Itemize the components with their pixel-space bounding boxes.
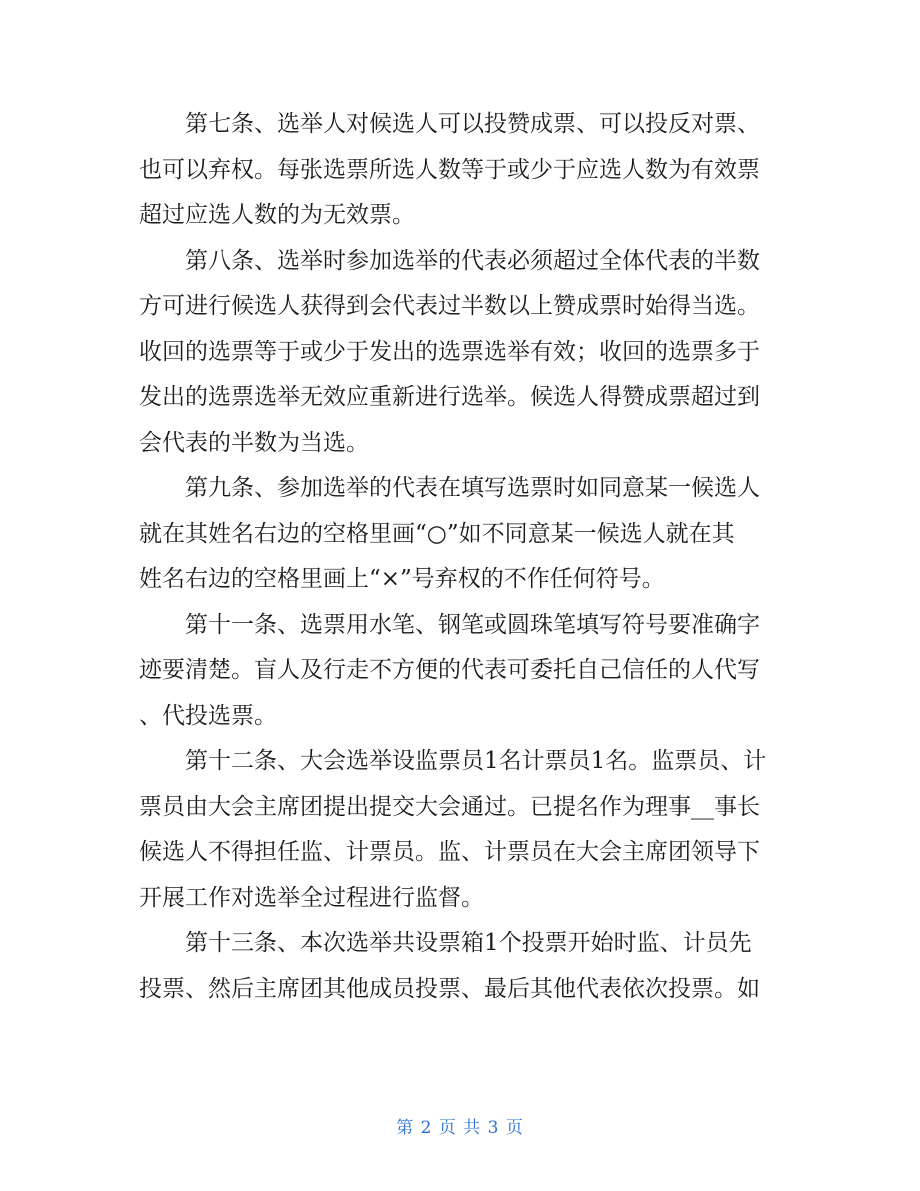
text-line: 第八条、选举时参加选举的代表必须超过全体代表的半数: [185, 247, 760, 274]
text-line: 方可进行候选人获得到会代表过半数以上赞成票时始得当选。: [139, 293, 760, 319]
page-number-footer: 第 2 页 共 3 页: [396, 1118, 524, 1138]
text-line: 也可以弃权。每张选票所选人数等于或少于应选人数为有效票: [139, 156, 760, 183]
text-line: 第九条、参加选举的代表在填写选票时如同意某一候选人: [185, 475, 760, 501]
document-body: [139, 102, 787, 1012]
text-line: 第十一条、选票用水笔、钢笔或圆珠笔填写符号要准确字: [185, 611, 760, 638]
text-line: 超过应选人数的为无效票。: [139, 202, 415, 228]
text-line: 票员由大会主席团提出提交大会通过。已提名作为理事__事长: [139, 793, 760, 820]
text-line: 候选人不得担任监、计票员。监、计票员在大会主席团领导下: [139, 839, 760, 865]
text-line: 发出的选票选举无效应重新进行选举。候选人得赞成票超过到: [139, 384, 760, 410]
text-line: 就在其姓名右边的空格里画“○”如不同意某一候选人就在其: [139, 520, 735, 547]
text-line: 收回的选票等于或少于发出的选票选举有效；收回的选票多于: [139, 338, 760, 365]
text-line: 会代表的半数为当选。: [139, 429, 369, 456]
text-line: 投票、然后主席团其他成员投票、最后其他代表依次投票。如: [139, 975, 760, 1002]
text-line: 迹要清楚。盲人及行走不方便的代表可委托自己信任的人代写: [139, 657, 760, 683]
text-line: 开展工作对选举全过程进行监督。: [139, 884, 484, 911]
text-line: 姓名右边的空格里画上“×”号弃权的不作任何符号。: [139, 566, 665, 592]
text-line: 、代投选票。: [139, 702, 277, 729]
text-line: 第七条、选举人对候选人可以投赞成票、可以投反对票、: [185, 111, 760, 137]
text-line: 第十二条、大会选举设监票员1名计票员1名。监票员、计: [185, 748, 767, 774]
text-line: 第十三条、本次选举共设票箱1个投票开始时监、计员先: [185, 930, 752, 956]
